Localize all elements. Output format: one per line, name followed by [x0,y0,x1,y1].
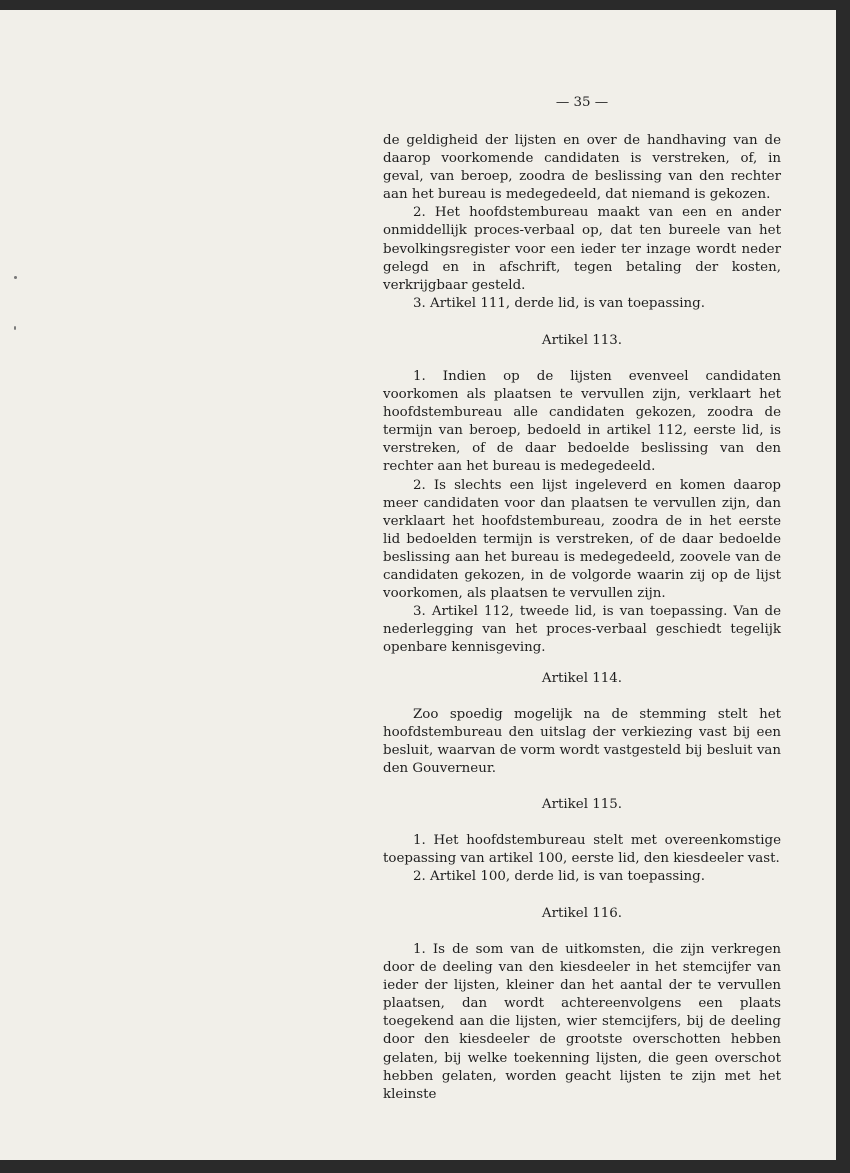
article-heading: Artikel 116. [541,906,623,921]
article-paragraph: 1. Is de som van de uitkomsten, die zijn verkregen door de deeling van den kiesdeeler in het stemcijfer van ieder der lijsten, kleiner dan het aantal der te vervullen plaatsen, dan wordt achtereenvolgens een plaats toegekend aan die lijsten, wier stemcijfers, bij de deeling door den kiesdeeler de grootste overschotten hebben gelaten, bij welke toekenning lijsten, die geen overschot hebben gelaten, worden geacht lijsten te zijn met het kleinste [383,942,781,1102]
paragraph-3: 3. Artikel 111, derde lid, is van toepassing. [413,295,705,311]
article-paragraph: 1. Indien op de lijsten evenveel candidaten voorkomen als plaatsen te vervullen zijn, verklaart het hoofdstembureau alle candidaten gekozen, zoodra de termijn van beroep, bedoeld in artikel 112, eerste lid, is verstreken, of de daar bedoelde beslissing van den rechter aan het bureau is medegedeeld. [383,369,781,475]
document-page [0,10,836,1160]
continuation-paragraph: de geldigheid der lijsten en over de handhaving van de daarop voorkomende candidaten is verstreken, of, in geval, van beroep, zoodra de beslissing van den rechter aan het bureau is medegedeeld, dat niemand is gekozen. [383,133,781,203]
paragraph-2: 2. Het hoofdstembureau maakt van een en ander onmiddellijk proces-verbaal op, dat ten bureele van het bevolkingsregister voor een ieder ter inzage wordt neder gelegd en in afschrift, tegen betaling der kosten, verkrijgbaar gesteld. [383,205,781,293]
paper-speck [14,326,16,330]
article-paragraph: 2. Is slechts een lijst ingeleverd en komen daarop meer candidaten voor dan plaatsen te vervullen zijn, dan verklaart het hoofdstembureau, zoodra de in het eerste lid bedoelden termijn is verstreken, of de daar bedoelde beslissing aan het bureau is medegedeeld, zoovele van de candidaten gekozen, in de volgorde waarin zij op de lijst voorkomen, als plaatsen te vervullen zijn. [383,477,781,602]
page-number: — 35 — [555,95,609,110]
article-114 [383,670,781,688]
article-114-body [383,706,781,778]
article-heading: Artikel 113. [541,333,623,348]
intro-block [383,132,781,313]
paper-speck [14,276,17,279]
article-paragraph: 2. Artikel 100, derde lid, is van toepassing. [413,869,705,885]
article-113-body [383,368,781,658]
article-116 [383,905,781,923]
article-115 [383,796,781,814]
article-paragraph: 3. Artikel 112, tweede lid, is van toepassing. Van de nederlegging van het proces-verbaal geschiedt tegelijk openbare kennisgeving. [383,604,781,656]
article-paragraph: Zoo spoedig mogelijk na de stemming stelt het hoofdstembureau den uitslag der verkiezing vast bij een besluit, waarvan de vorm wordt vastgesteld bij besluit van den Gouverneur. [383,707,781,777]
article-heading: Artikel 115. [541,797,623,812]
article-heading: Artikel 114. [541,671,623,686]
article-115-body [383,832,781,886]
article-paragraph: 1. Het hoofdstembureau stelt met overeenkomstige toepassing van artikel 100, eerste lid, den kiesdeeler vast. [383,833,781,867]
article-116-body [383,941,781,1104]
article-113 [383,332,781,350]
